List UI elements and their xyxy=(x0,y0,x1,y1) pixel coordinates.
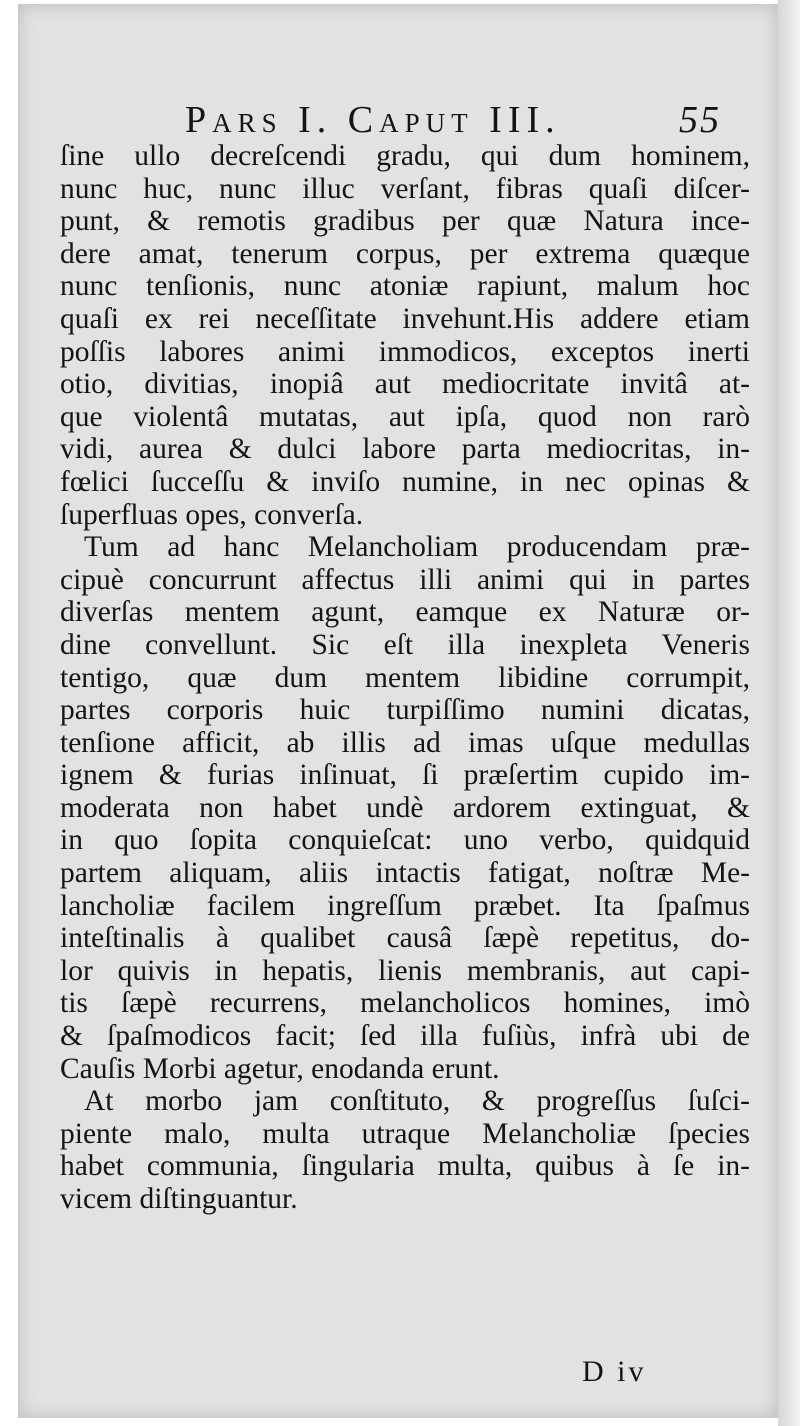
text-line: nunc tenſionis, nunc atoniæ rapiunt, malum hoc xyxy=(60,270,750,303)
text-line: in quo ſopita conquieſcat: uno verbo, quidquid xyxy=(60,824,750,857)
paragraph xyxy=(60,140,750,531)
text-line: dere amat, tenerum corpus, per extrema quæque xyxy=(60,237,750,270)
text-line: lor quivis in hepatis, lienis membranis, aut capi- xyxy=(60,954,750,987)
text-line: ſuperfluas opes, converſa. xyxy=(60,498,364,531)
text-line: partes corporis huic turpiſſimo numini dicatas, xyxy=(60,694,750,727)
page-edge-shadow xyxy=(778,0,800,1426)
text-line: piente malo, multa utraque Melancholiæ ſpecies xyxy=(60,1117,750,1150)
text-line: tentigo, quæ dum mentem libidine corrumpit, xyxy=(60,661,750,694)
text-line: cipuè concurrunt affectus illi animi qui in partes xyxy=(60,563,750,596)
text-line: lancholiæ facilem ingreſſum præbet. Ita ſpaſmus xyxy=(60,889,750,922)
text-line: nunc huc, nunc illuc verſant, fibras quaſi diſcer- xyxy=(60,172,750,205)
text-line: ſine ullo decreſcendi gradu, qui dum hominem, xyxy=(60,140,750,172)
text-line: vicem diſtinguantur. xyxy=(60,1183,298,1215)
text-line: diverſas mentem agunt, eamque ex Naturæ or- xyxy=(60,596,750,629)
text-line: At morbo jam conſtituto, & progreſſus ſuſci- xyxy=(84,1085,750,1118)
text-line: vidi, aurea & dulci labore parta mediocritas, in- xyxy=(60,433,750,466)
text-line: fœlici ſucceſſu & inviſo numine, in nec opinas & xyxy=(60,465,750,498)
body-text xyxy=(60,140,750,1216)
text-line: Tum ad hanc Melancholiam producendam præ- xyxy=(84,531,750,564)
page-number: 55 xyxy=(679,99,721,141)
text-line: tis ſæpè recurrens, melancholicos homines, imò xyxy=(60,987,750,1020)
paragraph xyxy=(60,1085,750,1215)
text-line: partem aliquam, aliis intactis fatigat, noſtræ Me- xyxy=(60,857,750,890)
text-line: habet communia, ſingularia multa, quibus à ſe in- xyxy=(60,1150,750,1183)
text-line: moderata non habet undè ardorem extinguat, & xyxy=(60,791,750,824)
text-line: que violentâ mutatas, aut ipſa, quod non rarò xyxy=(60,400,750,433)
running-title: Pars I. Caput III. xyxy=(185,99,561,141)
text-line: dine convellunt. Sic eſt illa inexpleta Veneris xyxy=(60,628,750,661)
paragraph xyxy=(60,531,750,1085)
text-line: & ſpaſmodicos facit; ſed illa fuſiùs, infrà ubi de xyxy=(60,1020,750,1053)
text-line: ignem & furias inſinuat, ſi præſertim cupido im- xyxy=(60,759,750,792)
signature-mark: D iv xyxy=(582,1355,647,1388)
text-line: Cauſis Morbi agetur, enodanda erunt. xyxy=(60,1052,500,1085)
text-line: otio, divitias, inopiâ aut mediocritate invitâ at- xyxy=(60,368,750,401)
text-line: punt, & remotis gradibus per quæ Natura ince- xyxy=(60,205,750,238)
text-line: quaſi ex rei neceſſitate invehunt.His addere etiam xyxy=(60,302,750,335)
text-line: poſſis labores animi immodicos, exceptos inerti xyxy=(60,335,750,368)
text-line: inteſtinalis à qualibet causâ ſæpè repetitus, do- xyxy=(60,922,750,955)
text-line: tenſione afficit, ab illis ad imas uſque medullas xyxy=(60,726,750,759)
